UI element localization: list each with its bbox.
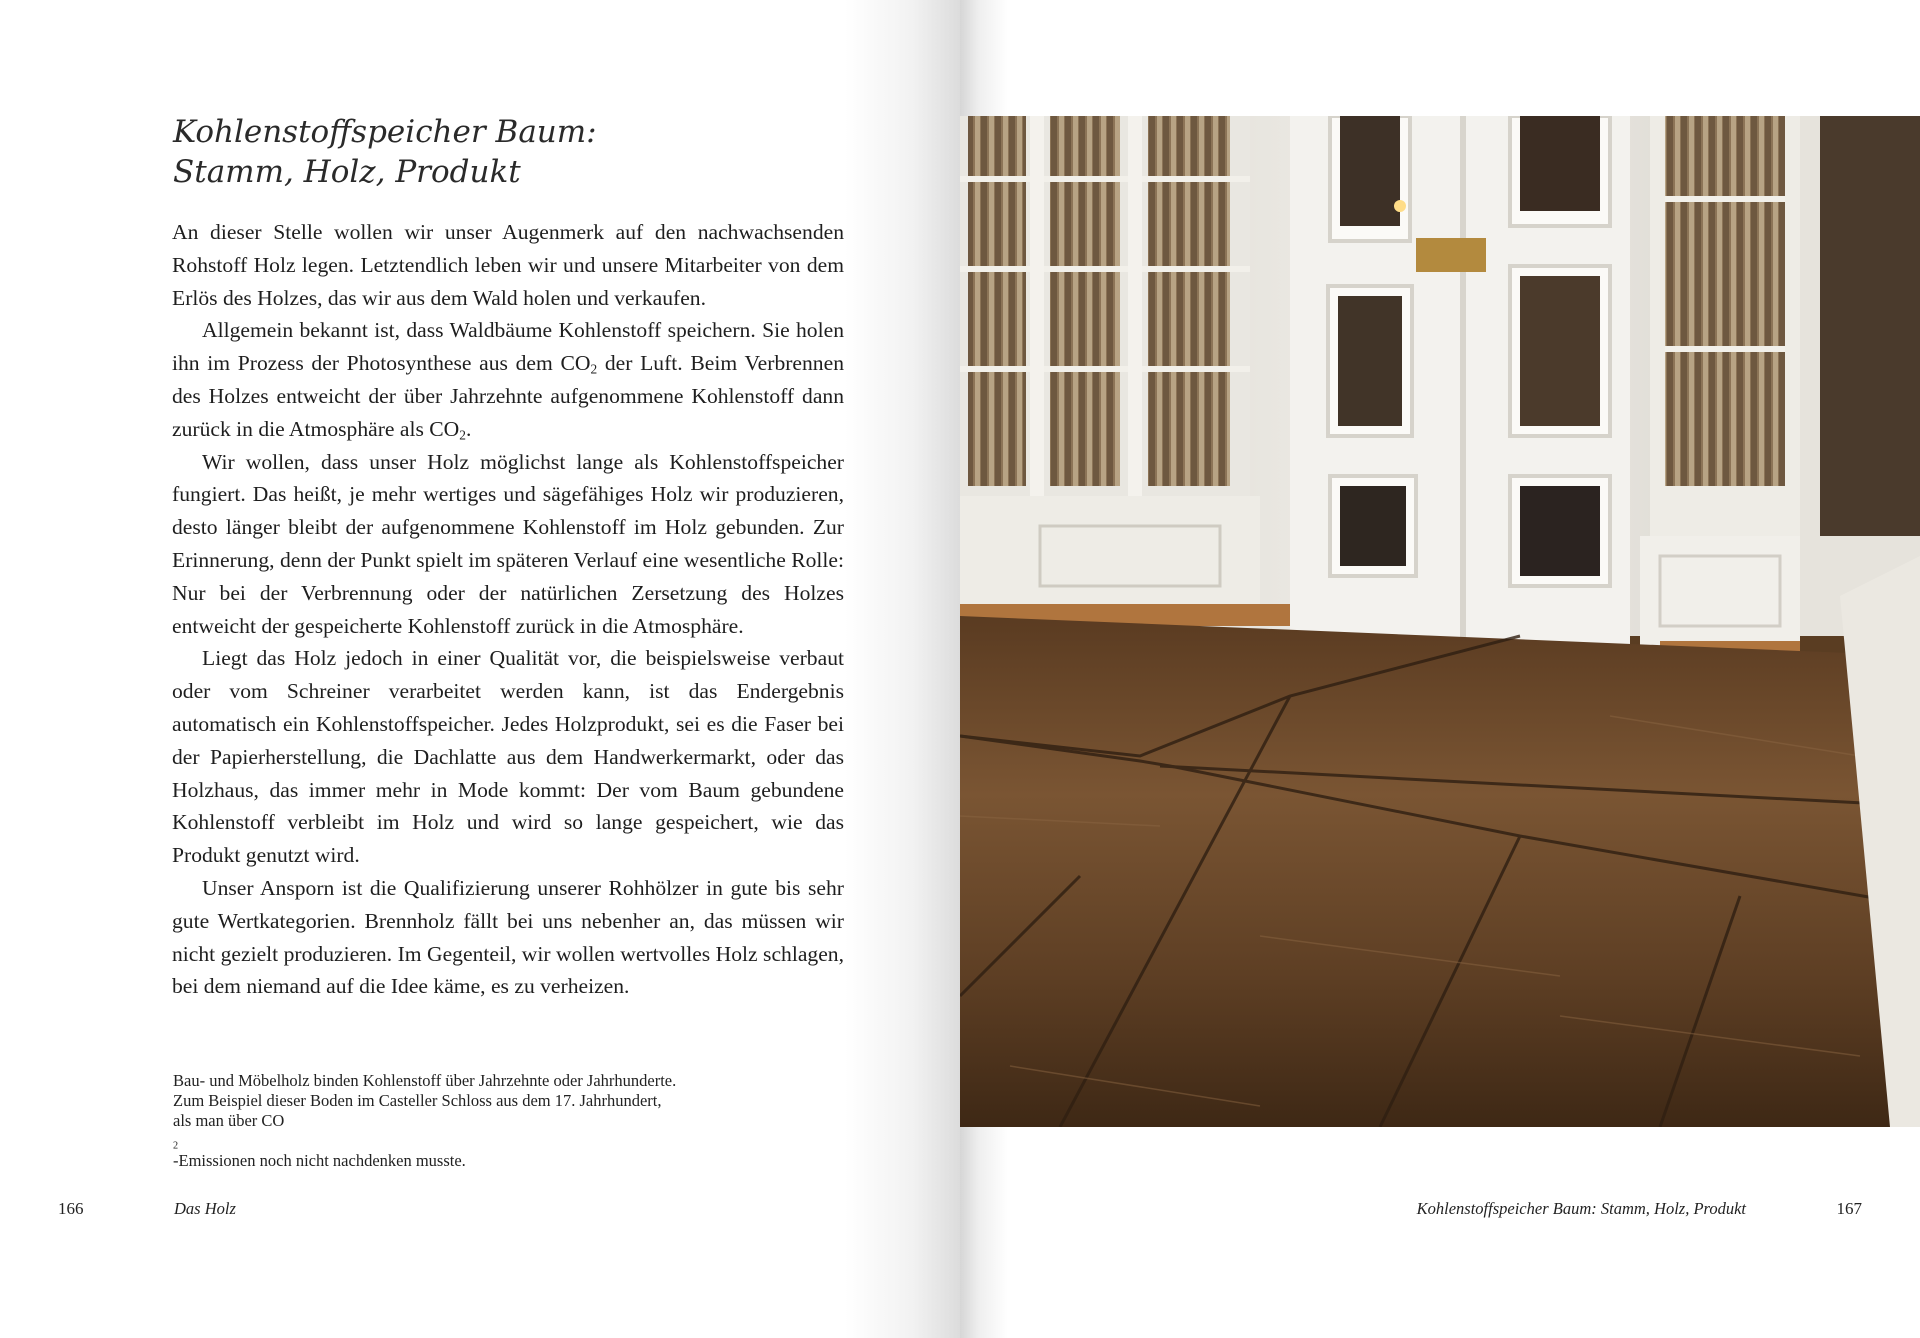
library-floor-photo: [960, 116, 1920, 1127]
subscript: 2: [173, 1140, 179, 1152]
wooden-floor: [960, 616, 1920, 1127]
door-lock: [1416, 238, 1486, 272]
left-bookcase: [960, 116, 1290, 626]
paragraph-4: Liegt das Holz jedoch in einer Qualität vor, die beispielsweise verbaut oder vom Schreiner verarbeitet werden kann, ist das Endergebnis automatisch ein Kohlenstoffspeicher. Jedes Holzprodukt, sei es die Faser bei der Papierherstellung, die Dachlatte aus dem Handwerkermarkt, oder das Holzhaus, das immer mehr in Mode kommt: Der vom Baum gebundene Kohlenstoff verbleibt im Holz und wird so lange gespeichert, wie das Produkt genutzt wird.: [172, 646, 844, 868]
page-number-right: 167: [1836, 1199, 1862, 1218]
candle-light: [1394, 200, 1406, 212]
body-text: [172, 216, 844, 1003]
paragraph-3: Wir wollen, dass unser Holz möglichst lange als Kohlenstoffspeicher fungiert. Das heißt, je mehr wertiges und sägefähiges Holz wir produzieren, desto länger bleibt der aufgenommene Kohlenstoff im Holz gebunden. Zur Erinnerung, denn der Punkt spielt im späteren Verlauf eine wesentliche Rolle: Nur bei der Verbrennung oder der natürlichen Zersetzung des Holzes entweicht der gespeicherte Kohlenstoff zurück in die Atmosphäre.: [172, 449, 844, 638]
subscript: 2: [459, 427, 466, 443]
paragraph-2-part-c: .: [465, 416, 472, 441]
subscript: 2: [590, 361, 598, 377]
chapter-title: [173, 112, 853, 192]
caption-line-2: Zum Beispiel dieser Boden im Casteller Schloss aus dem 17. Jahrhundert,: [173, 1091, 662, 1110]
chapter-title-line-2: Stamm, Holz, Produkt: [173, 154, 521, 190]
photo-caption: [173, 1071, 873, 1171]
paragraph-2-part-b: der Luft. Beim Verbrennen des Holzes entweicht der über Jahrzehnte aufgenommene Kohlenstoff dann zurück in die Atmosphäre als CO: [172, 351, 844, 441]
photo-illustration: [960, 116, 1920, 1127]
caption-line-3-part-b: -Emissionen noch nicht nachdenken musste.: [173, 1151, 466, 1170]
paragraph-2-part-a: Allgemein bekannt ist, dass Waldbäume Kohlenstoff speichern. Sie holen ihn im Prozess der Photosynthese aus dem CO: [172, 318, 844, 376]
running-head-right: Kohlenstoffspeicher Baum: Stamm, Holz, Produkt: [1416, 1199, 1746, 1218]
running-head-left: Das Holz: [174, 1199, 236, 1218]
paragraph-1: An dieser Stelle wollen wir unser Augenmerk auf den nachwachsenden Rohstoff Holz legen. Letztendlich leben wir und unsere Mitarbeiter von dem Erlös des Holzes, das wir aus dem Wald holen und verkaufen.: [172, 220, 844, 310]
chapter-title-line-1: Kohlenstoffspeicher Baum:: [173, 114, 597, 150]
double-door: [1290, 116, 1630, 646]
caption-line-3: [173, 1111, 873, 1171]
page-number-left: 166: [58, 1199, 84, 1218]
caption-line-1: Bau- und Möbelholz binden Kohlenstoff über Jahrzehnte oder Jahrhunderte.: [173, 1071, 677, 1090]
paragraph-2: [172, 314, 844, 445]
paragraph-5: Unser Ansporn ist die Qualifizierung unserer Rohhölzer in gute bis sehr gute Wertkategorien. Brennholz fällt bei uns nebenher an, das müssen wir nicht gezielt produzieren. Im Gegenteil, wir wollen wertvolles Holz schlagen, bei dem niemand auf die Idee käme, es zu verheizen.: [172, 875, 844, 999]
caption-line-3-part-a: als man über CO: [173, 1111, 285, 1130]
